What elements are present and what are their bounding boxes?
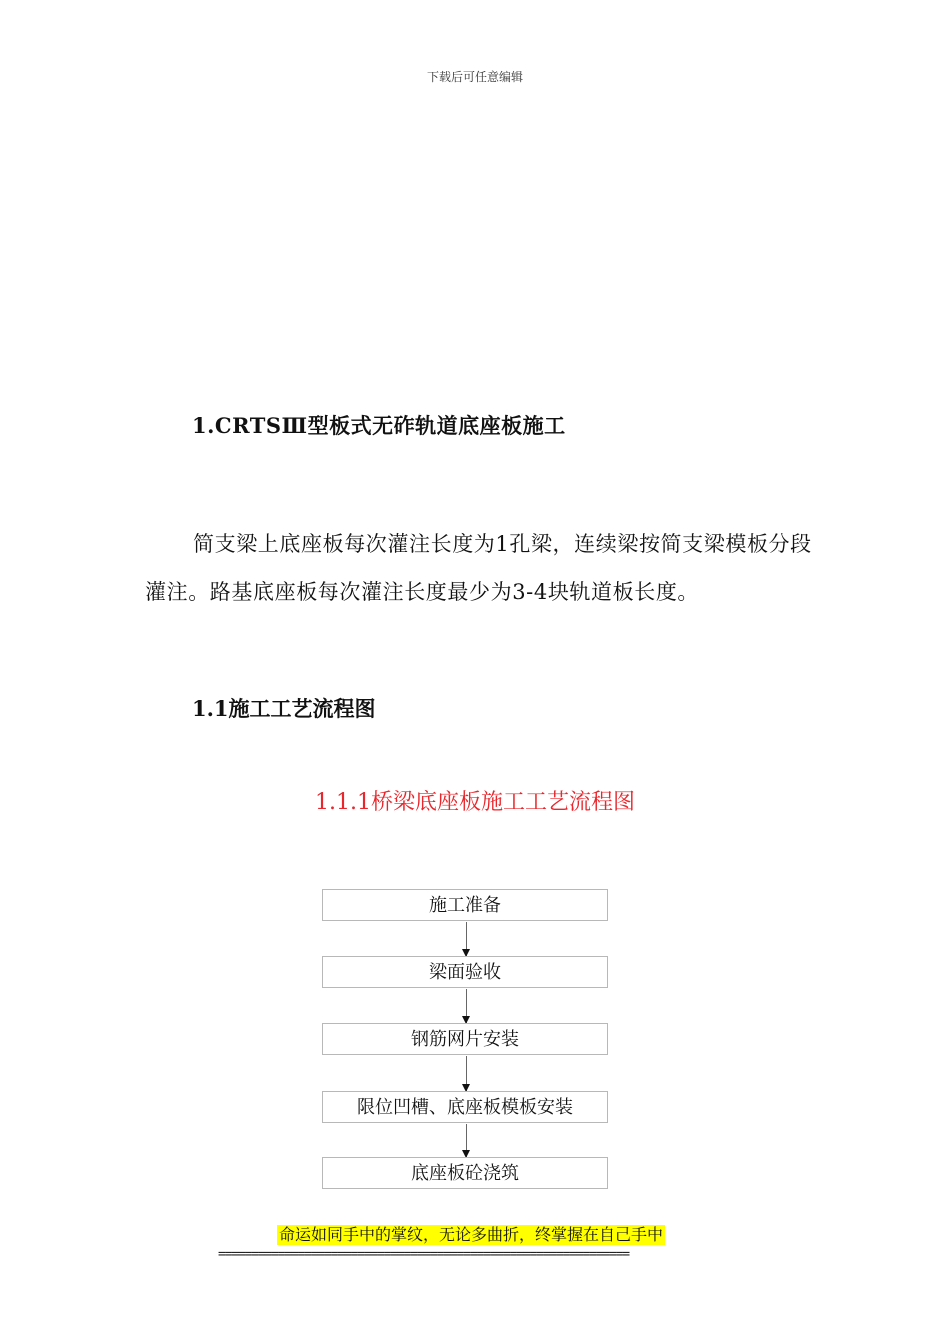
footer-note: 命运如同手中的掌纹，无论多曲折，终掌握在自己手中 [279,1225,664,1244]
flow-step-rebar-mesh: 钢筋网片安装 [322,1023,608,1055]
section-heading: 1.CRTSⅢ型板式无砟轨道底座板施工 [192,413,566,438]
flow-arrow [466,1056,467,1091]
flow-arrow [466,922,467,956]
figure-title: 1.1.1桥梁底座板施工工艺流程图 [315,790,635,815]
flow-step-preparation: 施工准备 [322,889,608,921]
flow-step-beam-inspection: 梁面验收 [322,956,608,988]
subsection-heading: 1.1施工工艺流程图 [192,696,376,721]
flow-arrow [466,1124,467,1157]
flow-step-formwork: 限位凹槽、底座板模板安装 [322,1091,608,1123]
flow-step-concrete-pouring: 底座板砼浇筑 [322,1157,608,1189]
flow-arrow [466,989,467,1023]
footer-rule: ============================================================== [218,1247,629,1262]
page-header: 下载后可任意编辑 [426,70,523,84]
body-paragraph: 简支梁上底座板每次灌注长度为1孔梁，连续梁按简支梁模板分段灌注。路基底座板每次灌注长度最少为3-4块轨道板长度。 [145,532,812,604]
